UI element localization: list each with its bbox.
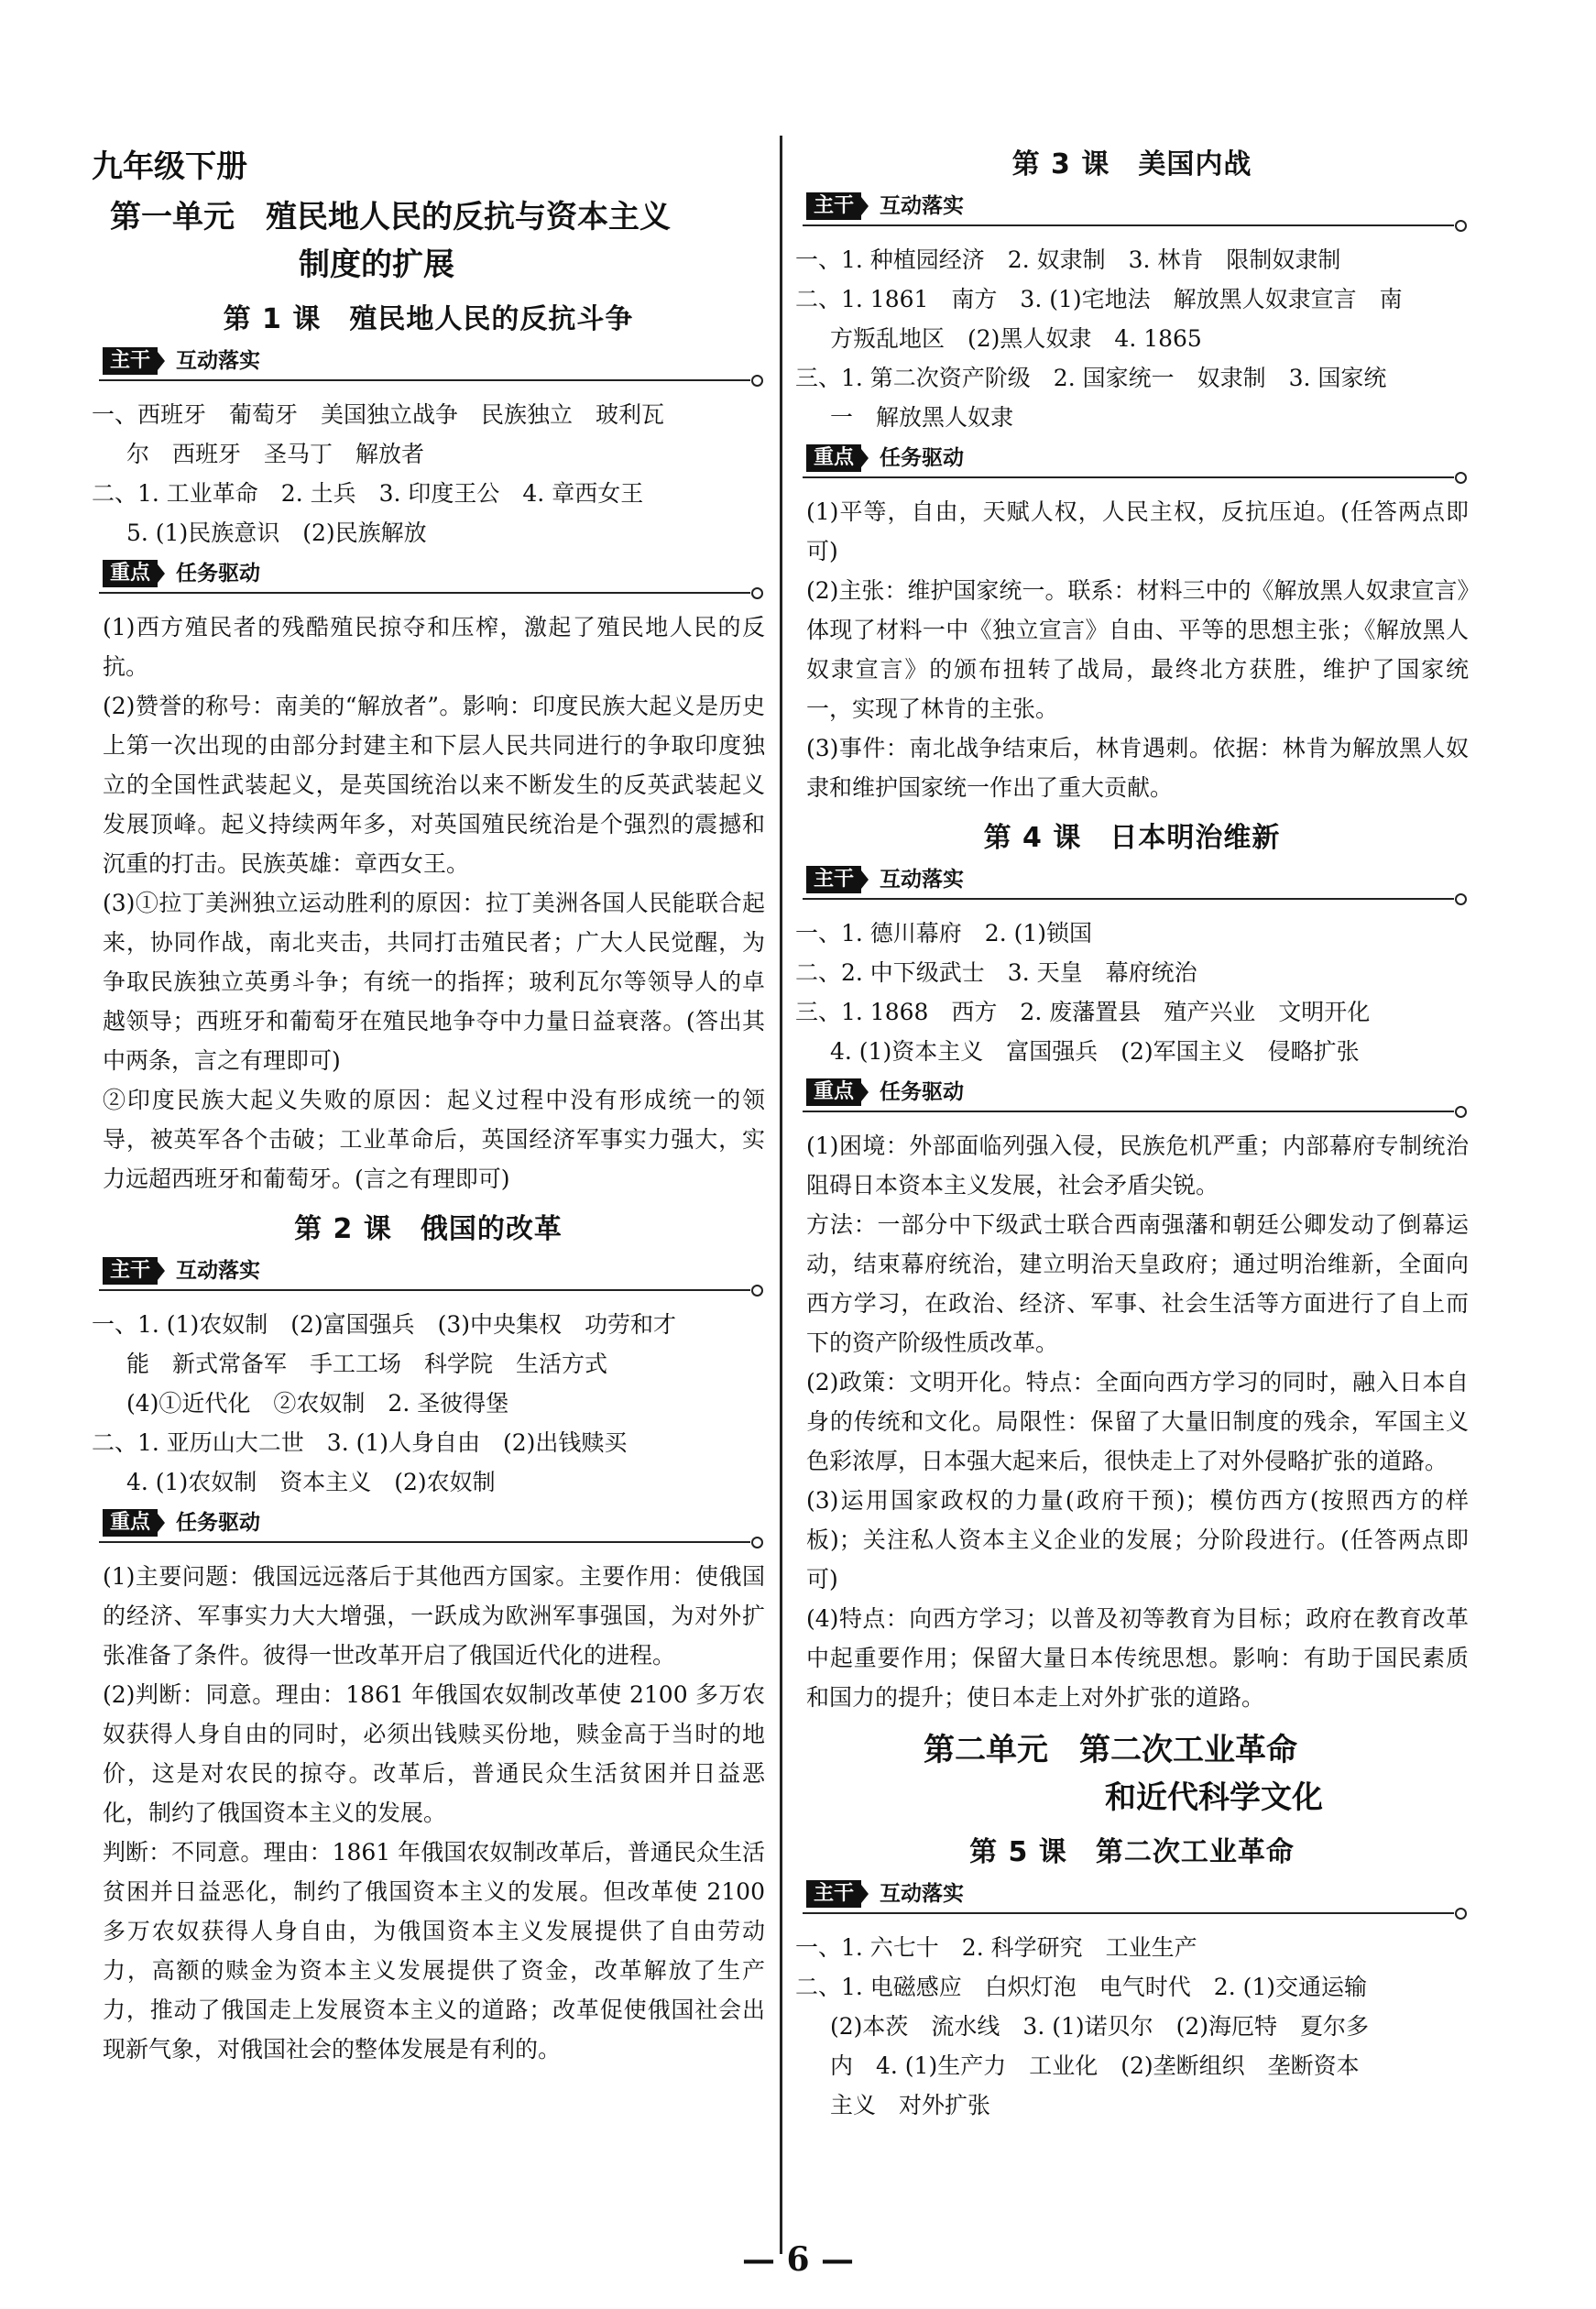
section-title: 互动落实 (880, 194, 964, 218)
answer-line: 一、1. 德川幕府 2. (1)锁国 (795, 920, 1093, 947)
answer-line: 三、1. 第二次资产阶级 2. 国家统一 奴隶制 3. 国家统 (795, 365, 1387, 391)
paragraph: (2)判断：同意。理由：1861 年俄国农奴制改革使 2100 多万农奴获得人身自由的同时，必须出钱赎买份地，赎金高于当时的地价，这是对农民的掠夺。改革后，普通民众生活贫困并日益恶化，制约了俄国资本主义的发展。 (103, 1681, 765, 1826)
paragraph: (4)特点：向西方学习；以普及初等教育为目标；政府在教育改革中起重要作用；保留大量日本传统思想。影响：有助于国民素质和国力的提升；使日本走上对外扩张的道路。 (806, 1605, 1469, 1711)
lesson3-answers (795, 240, 1469, 437)
answer-line: 二、1. 亚历山大二世 3. (1)人身自由 (2)出钱赎买 (92, 1429, 628, 1456)
answer-line: (2)本茨 流水线 3. (1)诺贝尔 (2)海厄特 夏尔多 (830, 2013, 1370, 2040)
section-tag: 重点 (103, 1509, 158, 1537)
answer-line: 能 新式常备军 手工工场 科学院 生活方式 (126, 1351, 608, 1377)
section-title: 互动落实 (880, 1882, 964, 1906)
lesson2-answers (92, 1305, 765, 1502)
paragraph: 判断：不同意。理由：1861 年俄国农奴制改革后，普通民众生活贫困并日益恶化，制约了俄国资本主义的发展。但改革使 2100 多万农奴获得人身自由，为俄国资本主义发展提供了自由劳动力，高额的赎金为资本主义发展提供了资金，改革解放了生产力，推动了俄国走上发展资本主义的道路；改革促使俄国社会出现新气象，对俄国社会的整体发展是有利的。 (103, 1839, 765, 2063)
section-title: 任务驱动 (880, 1080, 964, 1104)
paragraph: (3)事件：南北战争结束后，林肯遇刺。依据：林肯为解放黑人奴隶和维护国家统一作出了重大贡献。 (806, 735, 1469, 801)
answer-line: 一、1. 六七十 2. 科学研究 工业生产 (795, 1934, 1197, 1961)
paragraph: (1)平等，自由，天赋人权，人民主权，反抗压迫。(任答两点即可) (806, 498, 1469, 564)
answer-line: 5. (1)民族意识 (2)民族解放 (126, 520, 427, 546)
section-tag: 重点 (806, 1078, 861, 1106)
answer-line: 4. (1)农奴制 资本主义 (2)农奴制 (126, 1469, 496, 1495)
lesson5-section-main (795, 1878, 1469, 1915)
page-number: — 6 — (741, 2240, 855, 2279)
section-rule (803, 898, 1454, 900)
arrow-icon (154, 347, 165, 375)
section-title: 任务驱动 (880, 446, 964, 470)
arrow-icon (858, 1078, 869, 1106)
lesson4-title: 第 4 课 日本明治维新 (983, 822, 1281, 854)
answer-line: 主义 对外扩张 (830, 2092, 991, 2118)
lesson4-explanations (795, 1126, 1469, 1717)
arrow-icon (858, 1880, 869, 1908)
paragraph: (2)政策：文明开化。特点：全面向西方学习的同时，融入日本自身的传统和文化。局限性：保留了大量旧制度的残余，军国主义色彩浓厚，日本强大起来后，很快走上了对外侵略扩张的道路。 (806, 1369, 1469, 1474)
lesson3-section-key (795, 443, 1469, 479)
answer-line: 内 4. (1)生产力 工业化 (2)垄断组织 垄断资本 (830, 2052, 1360, 2079)
section-tag: 重点 (103, 560, 158, 587)
lesson1-explanations (92, 607, 765, 1198)
unit1-title-line2: 制度的扩展 (299, 246, 454, 283)
lesson5-answers (795, 1928, 1469, 2125)
answer-line: (4)①近代化 ②农奴制 2. 圣彼得堡 (126, 1390, 509, 1417)
lesson1-title: 第 1 课 殖民地人民的反抗斗争 (223, 303, 634, 335)
lesson1-answers (92, 395, 765, 553)
section-rule (803, 1111, 1454, 1112)
paragraph: 方法：一部分中下级武士联合西南强藩和朝廷公卿发动了倒幕运动，结束幕府统治，建立明治天皇政府；通过明治维新，全面向西方学习，在政治、经济、军事、社会生活等方面进行了自上而下的资产阶级性质改革。 (806, 1211, 1469, 1356)
section-tag: 主干 (103, 1257, 158, 1285)
unit1-heading (92, 193, 765, 289)
section-rule (803, 224, 1454, 226)
arrow-icon (858, 866, 869, 893)
section-tag: 主干 (806, 192, 861, 220)
section-rule (99, 379, 750, 381)
answer-line: 一、西班牙 葡萄牙 美国独立战争 民族独立 玻利瓦 (92, 401, 665, 428)
left-column (92, 137, 765, 2069)
answer-line: 一、1. 种植园经济 2. 奴隶制 3. 林肯 限制奴隶制 (795, 246, 1341, 273)
unit1-title-line1: 第一单元 殖民地人民的反抗与资本主义 (110, 199, 671, 235)
answer-line: 二、2. 中下级武士 3. 天皇 幕府统治 (795, 959, 1197, 986)
section-rule (803, 1912, 1454, 1914)
answer-line: 方叛乱地区 (2)黑人奴隶 4. 1865 (830, 325, 1202, 352)
lesson2-explanations (92, 1557, 765, 2069)
arrow-icon (154, 1257, 165, 1285)
arrow-icon (154, 1509, 165, 1537)
section-title: 互动落实 (176, 349, 260, 373)
arrow-icon (858, 444, 869, 472)
section-rule (99, 1289, 750, 1291)
grade-heading: 九年级下册 (92, 148, 247, 185)
section-tag: 重点 (806, 444, 861, 472)
lesson4-section-key (795, 1077, 1469, 1113)
paragraph: ②印度民族大起义失败的原因：起义过程中没有形成统一的领导，被英军各个击破；工业革命后，英国经济军事实力强大，实力远超西班牙和葡萄牙。(言之有理即可) (103, 1087, 765, 1192)
section-tag: 主干 (806, 866, 861, 893)
lesson5-title: 第 5 课 第二次工业革命 (969, 1836, 1295, 1868)
paragraph: (1)主要问题：俄国远远落后于其他西方国家。主要作用：使俄国的经济、军事实力大大增强，一跃成为欧洲军事强国，为对外扩张准备了条件。彼得一世改革开启了俄国近代化的进程。 (103, 1563, 765, 1669)
answer-line: 4. (1)资本主义 富国强兵 (2)军国主义 侵略扩张 (830, 1038, 1360, 1065)
section-title: 互动落实 (176, 1259, 260, 1283)
answer-line: 尔 西班牙 圣马丁 解放者 (126, 441, 425, 467)
paragraph: (2)赞誉的称号：南美的“解放者”。影响：印度民族大起义是历史上第一次出现的由部分封建主和下层人民共同进行的争取印度独立的全国性武装起义，是英国统治以来不断发生的反英武装起义发展顶峰。起义持续两年多，对英国殖民统治是个强烈的震撼和沉重的打击。民族英雄：章西女王。 (103, 693, 765, 877)
arrow-icon (858, 192, 869, 220)
section-rule (803, 476, 1454, 478)
lesson2-title: 第 2 课 俄国的改革 (294, 1213, 563, 1245)
paragraph: (1)困境：外部面临列强入侵，民族危机严重；内部幕府专制统治阻碍日本资本主义发展，社会矛盾尖锐。 (806, 1133, 1469, 1198)
section-tag: 主干 (103, 347, 158, 375)
section-rule (99, 1541, 750, 1543)
answer-line: 三、1. 1868 西方 2. 废藩置县 殖产兴业 文明开化 (795, 999, 1371, 1025)
lesson2-section-key (92, 1507, 765, 1544)
lesson3-section-main (795, 191, 1469, 227)
paragraph: (2)主张：维护国家统一。联系：材料三中的《解放黑人奴隶宣言》体现了材料一中《独立宣言》自由、平等的思想主张；《解放黑人奴隶宣言》的颁布扭转了战局，最终北方获胜，维护了国家统一，实现了林肯的主张。 (806, 577, 1469, 722)
unit2-heading (795, 1726, 1469, 1822)
section-title: 任务驱动 (176, 1511, 260, 1535)
section-title: 任务驱动 (176, 562, 260, 585)
answer-line: 一 解放黑人奴隶 (830, 404, 1014, 431)
lesson2-section-main (92, 1255, 765, 1292)
arrow-icon (154, 560, 165, 587)
section-rule (99, 592, 750, 594)
unit2-title-line2: 和近代科学文化 (1105, 1779, 1323, 1816)
answer-line: 二、1. 电磁感应 白炽灯泡 电气时代 2. (1)交通运输 (795, 1974, 1368, 2000)
lesson4-section-main (795, 864, 1469, 901)
lesson4-answers (795, 914, 1469, 1071)
paragraph: (3)运用国家政权的力量(政府干预)；模仿西方(按照西方的样板)；关注私人资本主义企业的发展；分阶段进行。(任答两点即可) (806, 1487, 1469, 1592)
paragraph: (1)西方殖民者的残酷殖民掠夺和压榨，激起了殖民地人民的反抗。 (103, 614, 765, 680)
lesson1-section-key (92, 558, 765, 595)
column-divider (780, 136, 782, 2254)
answer-line: 二、1. 1861 南方 3. (1)宅地法 解放黑人奴隶宣言 南 (795, 286, 1403, 312)
answer-line: 一、1. (1)农奴制 (2)富国强兵 (3)中央集权 功劳和才 (92, 1311, 677, 1338)
section-tag: 主干 (806, 1880, 861, 1908)
section-title: 互动落实 (880, 868, 964, 892)
lesson1-section-main (92, 345, 765, 382)
answer-line: 二、1. 工业革命 2. 土兵 3. 印度王公 4. 章西女王 (92, 480, 644, 507)
unit2-title-line1: 第二单元 第二次工业革命 (924, 1732, 1297, 1768)
lesson3-explanations (795, 492, 1469, 807)
lesson3-title: 第 3 课 美国内战 (1011, 148, 1252, 181)
paragraph: (3)①拉丁美洲独立运动胜利的原因：拉丁美洲各国人民能联合起来，协同作战，南北夹击，共同打击殖民者；广大人民觉醒，为争取民族独立英勇斗争；有统一的指挥；玻利瓦尔等领导人的卓越领导；西班牙和葡萄牙在殖民地争夺中力量日益衰落。(答出其中两条，言之有理即可) (103, 890, 765, 1074)
right-column (795, 137, 1469, 2125)
